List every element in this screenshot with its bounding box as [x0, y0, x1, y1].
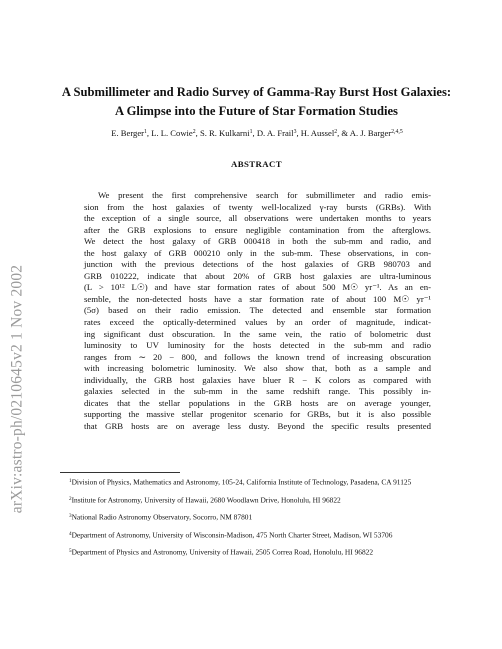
footnote-rule: [60, 472, 180, 473]
footnote: [60, 547, 453, 557]
abstract-line: (L > 10¹² L☉) and have star formation rates of about 500 M☉ yr⁻¹. As an en-: [84, 282, 431, 293]
footnote-number: 4: [69, 530, 72, 537]
author: [111, 128, 147, 138]
abstract-line: supporting the massive stellar progenitor scenario for GRBs, but it is also possible: [84, 409, 431, 420]
abstract-line: We present the first comprehensive search for submillimeter and radio emis-: [98, 190, 431, 200]
footnote: [60, 477, 453, 487]
author: [301, 128, 337, 138]
author-affiliation-mark: 3: [293, 129, 297, 135]
abstract-line: GRB 010222, indicate that about 20% of GRB host galaxies are ultra-luminous: [84, 270, 431, 281]
author: [151, 128, 195, 138]
abstract-line: individually, the GRB host galaxies have bluer R − K colors as compared with: [84, 374, 431, 385]
author-affiliation-mark: 2,4,5: [391, 129, 403, 135]
footnote-text: Division of Physics, Mathematics and Astronomy, 105-24, California Institute of Technology, Pasadena, CA 91125: [71, 477, 412, 487]
abstract-line: semble, the non-detected hosts have a star formation rate of about 100 M☉ yr⁻¹: [84, 293, 431, 304]
author: [257, 128, 297, 138]
abstract-line: galaxies selected in the sub-mm in the same redshift range. This possibly in-: [84, 386, 431, 397]
abstract-line: rates exceed the optically-determined values by an order of magnitude, indicat-: [84, 317, 431, 328]
author-name: A. J. Barger: [349, 128, 392, 138]
abstract-heading: ABSTRACT: [230, 159, 283, 169]
abstract-line: that GRB hosts are on average less dusty. Beyond the specific results presented: [84, 420, 431, 431]
author-name: L. L. Cowie: [151, 128, 193, 138]
abstract-line: junction with the previous detections of the host galaxies of GRB 980703 and: [84, 259, 431, 270]
arxiv-identifier-margin: [2, 183, 32, 595]
abstract-line: the exception of a single source, all observations were undertaken months to years: [84, 213, 431, 224]
author-affiliation-mark: 2: [192, 129, 196, 135]
abstract-line: luminosity to UV luminosity for the hosts detected in the sub-mm and radio: [84, 340, 431, 351]
footnote-number: 3: [69, 513, 72, 520]
author-name: E. Berger: [111, 128, 145, 138]
abstract-line: the host galaxy of GRB 000210 only in the sub-mm. These observations, in con-: [84, 247, 431, 258]
paper-title: A Submillimeter and Radio Survey of Gamma-Ray Burst Host Galaxies: A Glimpse into the Future of Star Formation Studies: [61, 85, 452, 118]
footnote-text: National Radio Astronomy Observatory, Socorro, NM 87801: [71, 512, 253, 522]
footnote-text: Department of Astronomy, University of Wisconsin-Madison, 475 North Charter Street, Madison, WI 53706: [71, 530, 393, 540]
footnote: [60, 530, 453, 540]
abstract-line: We detect the host galaxy of GRB 000418 in both the sub-mm and radio, and: [84, 236, 431, 247]
footnote-text: Department of Physics and Astronomy, University of Hawaii, 2505 Correa Road, Honolulu, HI 96822: [71, 547, 374, 557]
author-affiliation-mark: 1: [144, 129, 147, 135]
abstract-line: sion from the host galaxies of twenty well-localized γ-ray bursts (GRBs). With: [84, 201, 431, 212]
abstract-body: [84, 190, 431, 432]
abstract-line: after the GRB explosions to ensure negligible contamination from the afterglows.: [84, 224, 431, 235]
author-name: S. R. Kulkarni: [199, 128, 250, 138]
author-name: H. Aussel: [300, 128, 335, 138]
footnote-number: 1: [69, 478, 72, 484]
author-affiliation-mark: 2: [334, 129, 338, 135]
footnote-number: 2: [69, 495, 72, 502]
abstract-line: (5σ) based on their radio emission. The detected and ensemble star formation: [84, 305, 431, 316]
abstract-line: ing significant dust obscuration. In the same vein, the ratio of bolometric dust: [84, 328, 431, 339]
author-list: E. Berger$^1$, L. L. Cowie$^2$, S. R. Kulkarni$^1$, D. A. Frail$^3$, H. Aussel$^2$, & A. J. Barger$^{2,4,5}$: [111, 128, 403, 138]
footnote: [60, 512, 453, 522]
footnote-text: Institute for Astronomy, University of Hawaii, 2680 Woodlawn Drive, Honolulu, HI 96822: [71, 495, 341, 505]
footnote: [60, 495, 453, 505]
author: [200, 128, 253, 138]
author: [350, 128, 403, 138]
author-affiliation-mark: 1: [249, 129, 253, 135]
author-name: D. A. Frail: [256, 128, 294, 138]
abstract-line: ranges from ∼ 20 − 800, and follows the known trend of increasing obscuration: [84, 351, 431, 362]
footnote-number: 5: [69, 548, 72, 555]
abstract-line: dicates that the stellar populations in the GRB hosts are on average younger,: [84, 397, 431, 408]
footnotes: [60, 477, 453, 565]
arxiv-identifier: arXiv:astro-ph/0210645v2 1 Nov 2002: [8, 264, 26, 514]
abstract-line: with increasing bolometric luminosity. We also show that, both as a sample and: [84, 363, 431, 374]
